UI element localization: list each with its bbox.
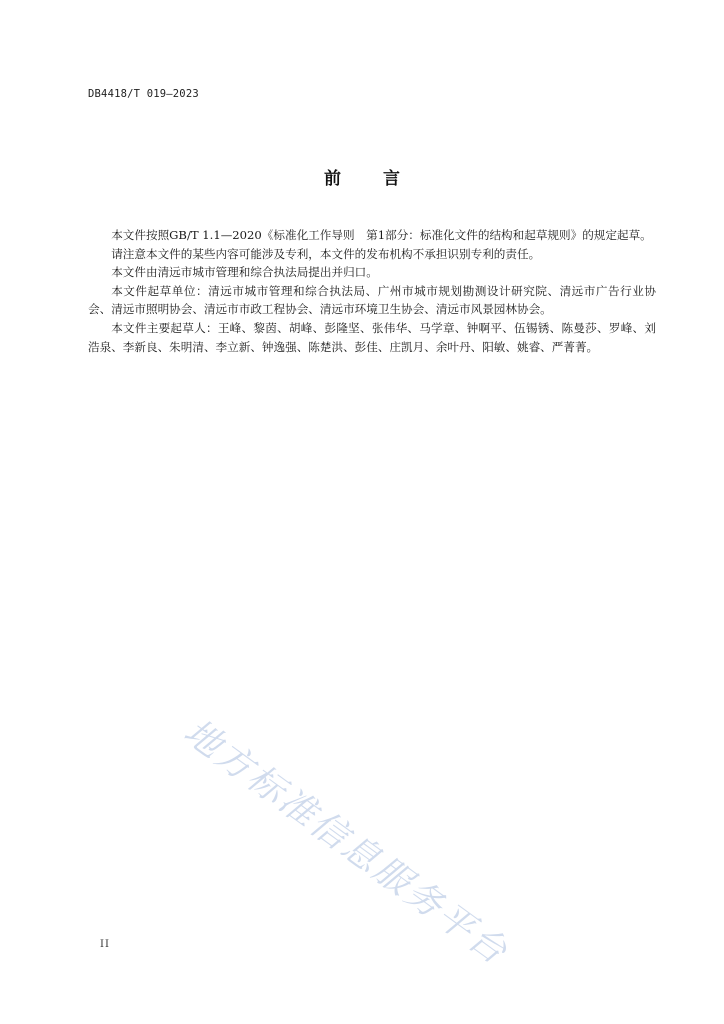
paragraph-patent-notice: 请注意本文件的某些内容可能涉及专利，本文件的发布机构不承担识别专利的责任。	[111, 246, 541, 261]
watermark: 地方标准信息服务平台	[176, 711, 516, 974]
document-code: DB4418/T 019—2023	[88, 88, 199, 100]
paragraph-proposer: 本文件由清远市城市管理和综合执法局提出并归口。	[111, 265, 378, 280]
page-number: II	[100, 939, 110, 950]
paragraph-drafters: 本文件主要起草人：王峰、黎茵、胡峰、彭隆坚、张伟华、马学章、钟啊平、伍锡锈、陈曼莎、罗峰、刘浩泉、李新良、朱明清、李立新、钟逸强、陈楚洪、彭佳、庄凯月、余叶丹、阳敏、姚睿、严菁菁。	[88, 320, 656, 354]
page-title: 前言	[324, 169, 442, 189]
paragraph-drafting-units: 本文件起草单位：清远市城市管理和综合执法局、广州市城市规划勘测设计研究院、清远市广告行业协会、清远市照明协会、清远市市政工程协会、清远市环境卫生协会、清远市风景园林协会。	[88, 283, 656, 317]
foreword-body	[88, 226, 656, 356]
paragraph-drafting-rules: 本文件按照GB/T 1.1—2020《标准化工作导则 第1部分：标准化文件的结构和起草规则》的规定起草。	[111, 228, 652, 242]
